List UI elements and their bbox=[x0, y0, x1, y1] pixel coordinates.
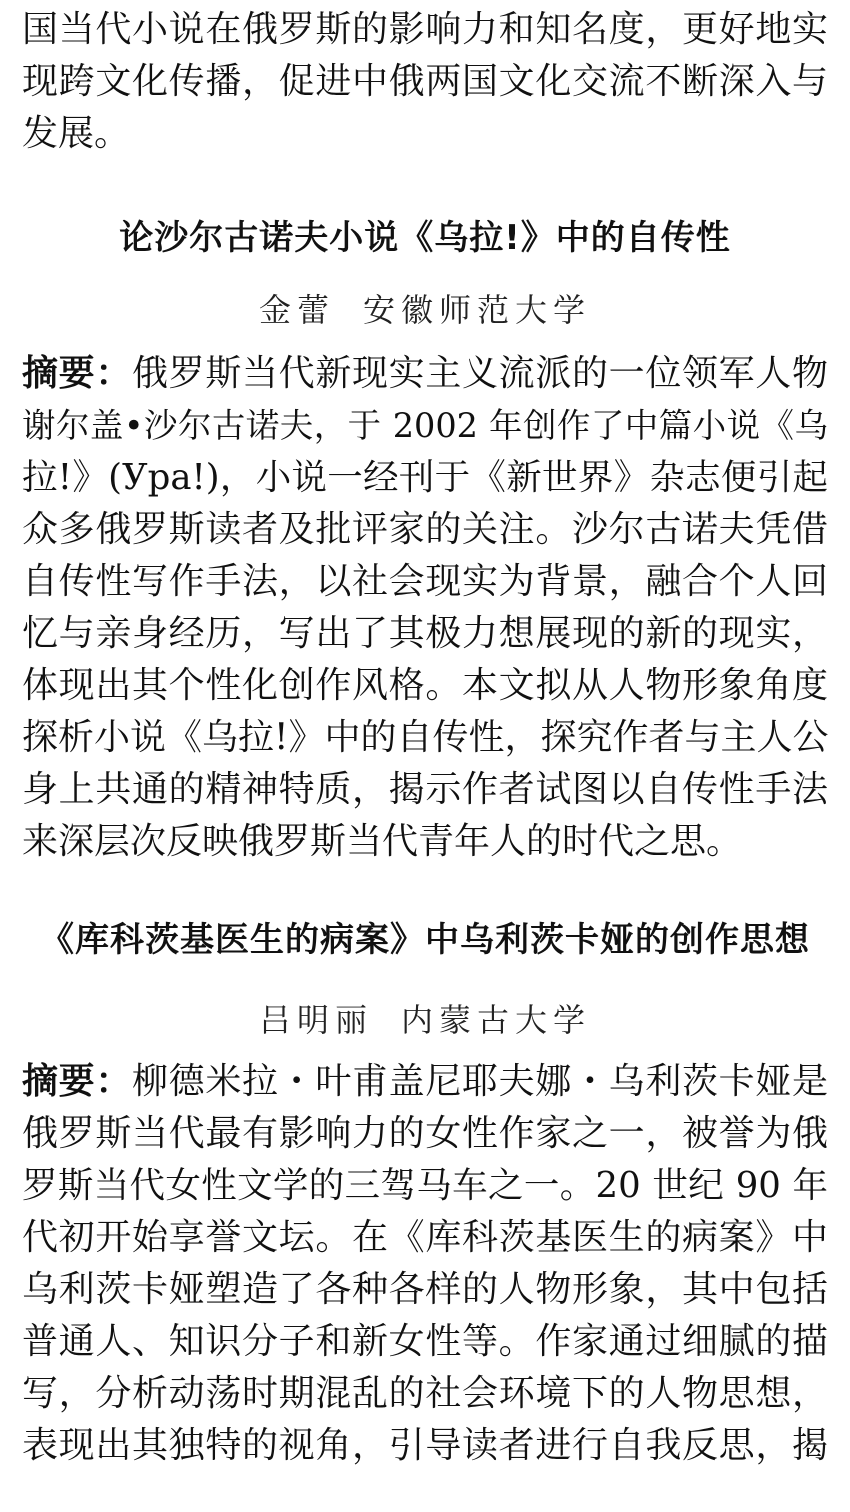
intro-paragraph bbox=[22, 4, 828, 160]
author-name: 金蕾 bbox=[258, 291, 335, 329]
text-line: 忆与亲身经历，写出了其极力想展现的新的现实， bbox=[22, 613, 828, 654]
abstract-label: 摘要： bbox=[22, 353, 132, 394]
text-line: 表现出其独特的视角，引导读者进行自我反思，揭 bbox=[22, 1425, 828, 1466]
text-line: 发展。 bbox=[22, 113, 131, 154]
text-line bbox=[22, 1056, 828, 1108]
text-line: 探析小说《乌拉!》中的自传性，探究作者与主人公 bbox=[22, 717, 829, 758]
text-line: 现跨文化传播，促进中俄两国文化交流不断深入与 bbox=[22, 61, 828, 102]
article-title: 论沙尔古诺夫小说《乌拉!》中的自传性 bbox=[119, 218, 731, 258]
text-line: 自传性写作手法，以社会现实为背景，融合个人回 bbox=[22, 561, 828, 602]
abstract-label: 摘要： bbox=[22, 1061, 132, 1102]
text-line: 乌利茨卡娅塑造了各种各样的人物形象，其中包括 bbox=[22, 1269, 828, 1310]
article-byline bbox=[22, 284, 828, 336]
text-line: 拉!》(Ура!)，小说一经刊于《新世界》杂志便引起 bbox=[22, 457, 828, 498]
abstract-text: 柳德米拉・叶甫盖尼耶夫娜・乌利茨卡娅是 bbox=[132, 1061, 828, 1102]
text-line: 众多俄罗斯读者及批评家的关注。沙尔古诺夫凭借 bbox=[22, 509, 828, 550]
text-line: 来深层次反映俄罗斯当代青年人的时代之思。 bbox=[22, 821, 743, 862]
text-line bbox=[22, 348, 828, 400]
author-name: 吕明丽 bbox=[258, 1001, 373, 1039]
text-line: 代初开始享誉文坛。在《库科茨基医生的病案》中 bbox=[22, 1217, 828, 1258]
text-line: 体现出其个性化创作风格。本文拟从人物形象角度 bbox=[22, 665, 828, 706]
article-byline bbox=[22, 994, 828, 1046]
text-line: 写，分析动荡时期混乱的社会环境下的人物思想， bbox=[22, 1373, 828, 1414]
text-line: 罗斯当代女性文学的三驾马车之一。20 世纪 90 年 bbox=[22, 1165, 828, 1206]
article-abstract bbox=[22, 348, 828, 868]
article-title: 《库科茨基医生的病案》中乌利茨卡娅的创作思想 bbox=[40, 920, 810, 960]
article-abstract bbox=[22, 1056, 828, 1472]
text-line: 国当代小说在俄罗斯的影响力和知名度，更好地实 bbox=[22, 9, 828, 50]
text-line: 俄罗斯当代最有影响力的女性作家之一，被誉为俄 bbox=[22, 1113, 828, 1154]
text-line: 普通人、知识分子和新女性等。作家通过细腻的描 bbox=[22, 1321, 828, 1362]
text-line: 身上共通的精神特质，揭示作者试图以自传性手法 bbox=[22, 769, 828, 810]
abstract-text: 俄罗斯当代新现实主义流派的一位领军人物 bbox=[132, 353, 828, 394]
author-affiliation: 安徽师范大学 bbox=[363, 291, 592, 329]
author-affiliation: 内蒙古大学 bbox=[401, 1001, 592, 1039]
text-line: 谢尔盖•沙尔古诺夫，于 2002 年创作了中篇小说《乌 bbox=[22, 406, 828, 445]
